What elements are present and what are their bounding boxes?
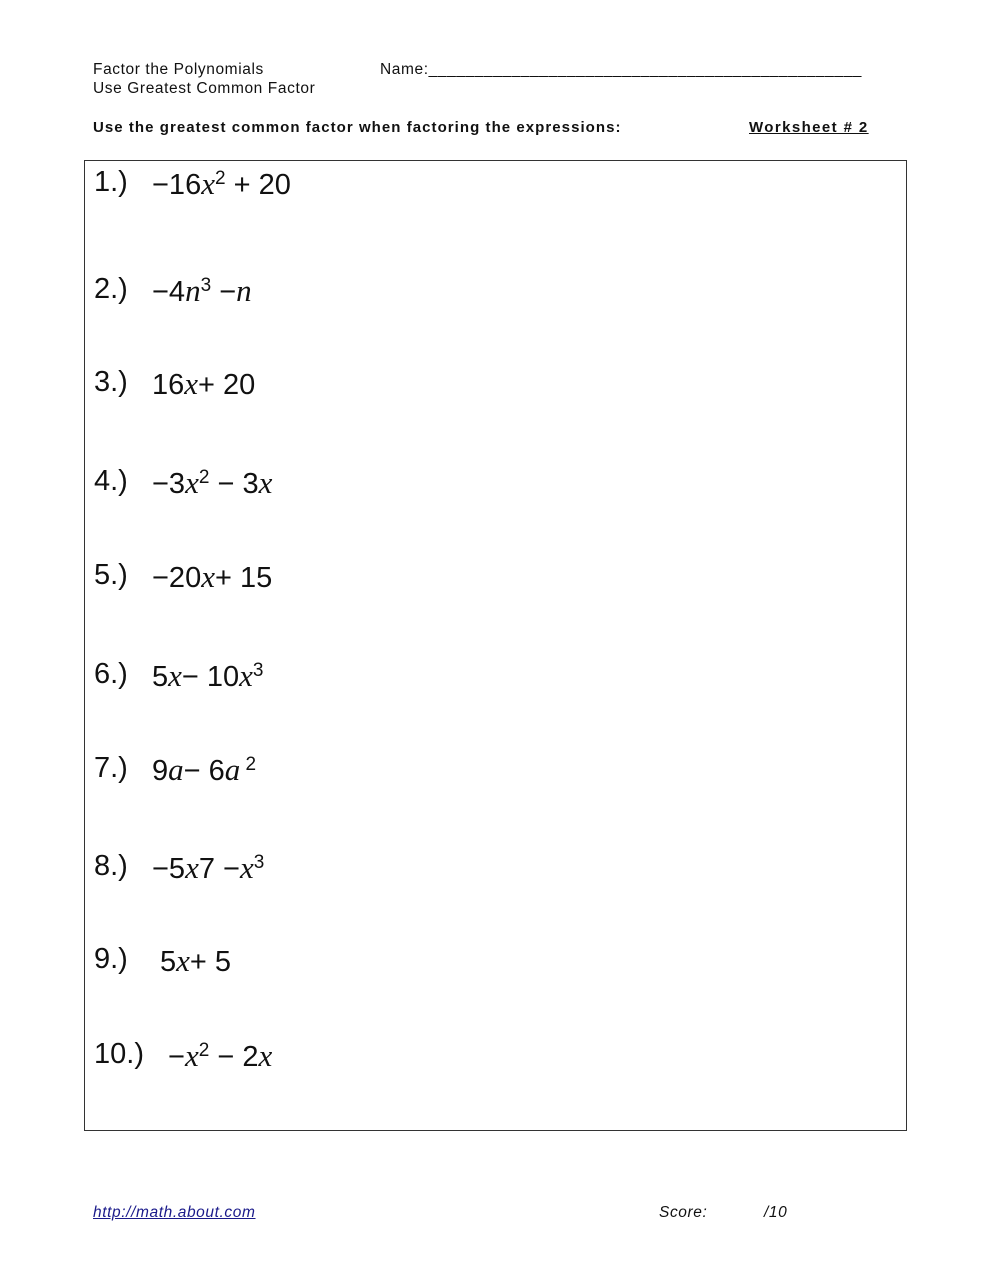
problem-number: 4.) bbox=[94, 465, 128, 497]
problem-8 bbox=[94, 850, 265, 885]
problem-number: 8.) bbox=[94, 850, 128, 882]
problem-expression: −20x+ 15 bbox=[152, 559, 273, 594]
problem-4 bbox=[94, 465, 273, 500]
problem-expression: $-16x^2 + 20$ bbox=[152, 166, 291, 201]
problem-number: 10.) bbox=[94, 1038, 144, 1070]
problem-expression: $-x^2 - 2x$ bbox=[168, 1038, 273, 1073]
problem-number: 5.) bbox=[94, 559, 128, 591]
problem-1 bbox=[94, 166, 291, 201]
problem-expression: 5x+ 5 bbox=[160, 943, 232, 978]
problem-6 bbox=[94, 658, 264, 693]
source-link[interactable]: http://math.about.com bbox=[93, 1204, 256, 1221]
problem-number: 2.) bbox=[94, 273, 128, 305]
problem-9 bbox=[94, 943, 232, 978]
problem-expression: $-4n^3 -n$ bbox=[152, 273, 252, 308]
score-field bbox=[659, 1204, 788, 1222]
problem-10 bbox=[94, 1038, 273, 1073]
problem-expression: $-3x^2 - 3x$ bbox=[152, 465, 273, 500]
worksheet-title: Factor the Polynomials bbox=[93, 61, 264, 78]
problem-number: 9.) bbox=[94, 943, 128, 975]
score-total: /10 bbox=[764, 1204, 788, 1221]
worksheet-number: Worksheet # 2 bbox=[749, 119, 869, 136]
worksheet-subtitle: Use Greatest Common Factor bbox=[93, 80, 316, 97]
instructions: Use the greatest common factor when factoring the expressions: bbox=[93, 119, 622, 136]
problem-5 bbox=[94, 559, 273, 594]
problem-expression: 16x+ 20 bbox=[152, 366, 256, 401]
problem-number: 7.) bbox=[94, 752, 128, 784]
score-label: Score: bbox=[659, 1204, 708, 1221]
problem-3 bbox=[94, 366, 256, 401]
problem-number: 6.) bbox=[94, 658, 128, 690]
problem-2 bbox=[94, 273, 252, 308]
problem-number: 3.) bbox=[94, 366, 128, 398]
name-field: Name:_______________________________________________ bbox=[380, 61, 863, 78]
problem-expression: $5x- 10x^3$ bbox=[152, 658, 264, 693]
problem-expression: $-5x7 -x^3$ bbox=[152, 850, 265, 885]
problem-7 bbox=[94, 752, 257, 787]
problem-expression: 9a− 6a $^2$ bbox=[152, 752, 257, 787]
problem-number: 1.) bbox=[94, 166, 128, 198]
